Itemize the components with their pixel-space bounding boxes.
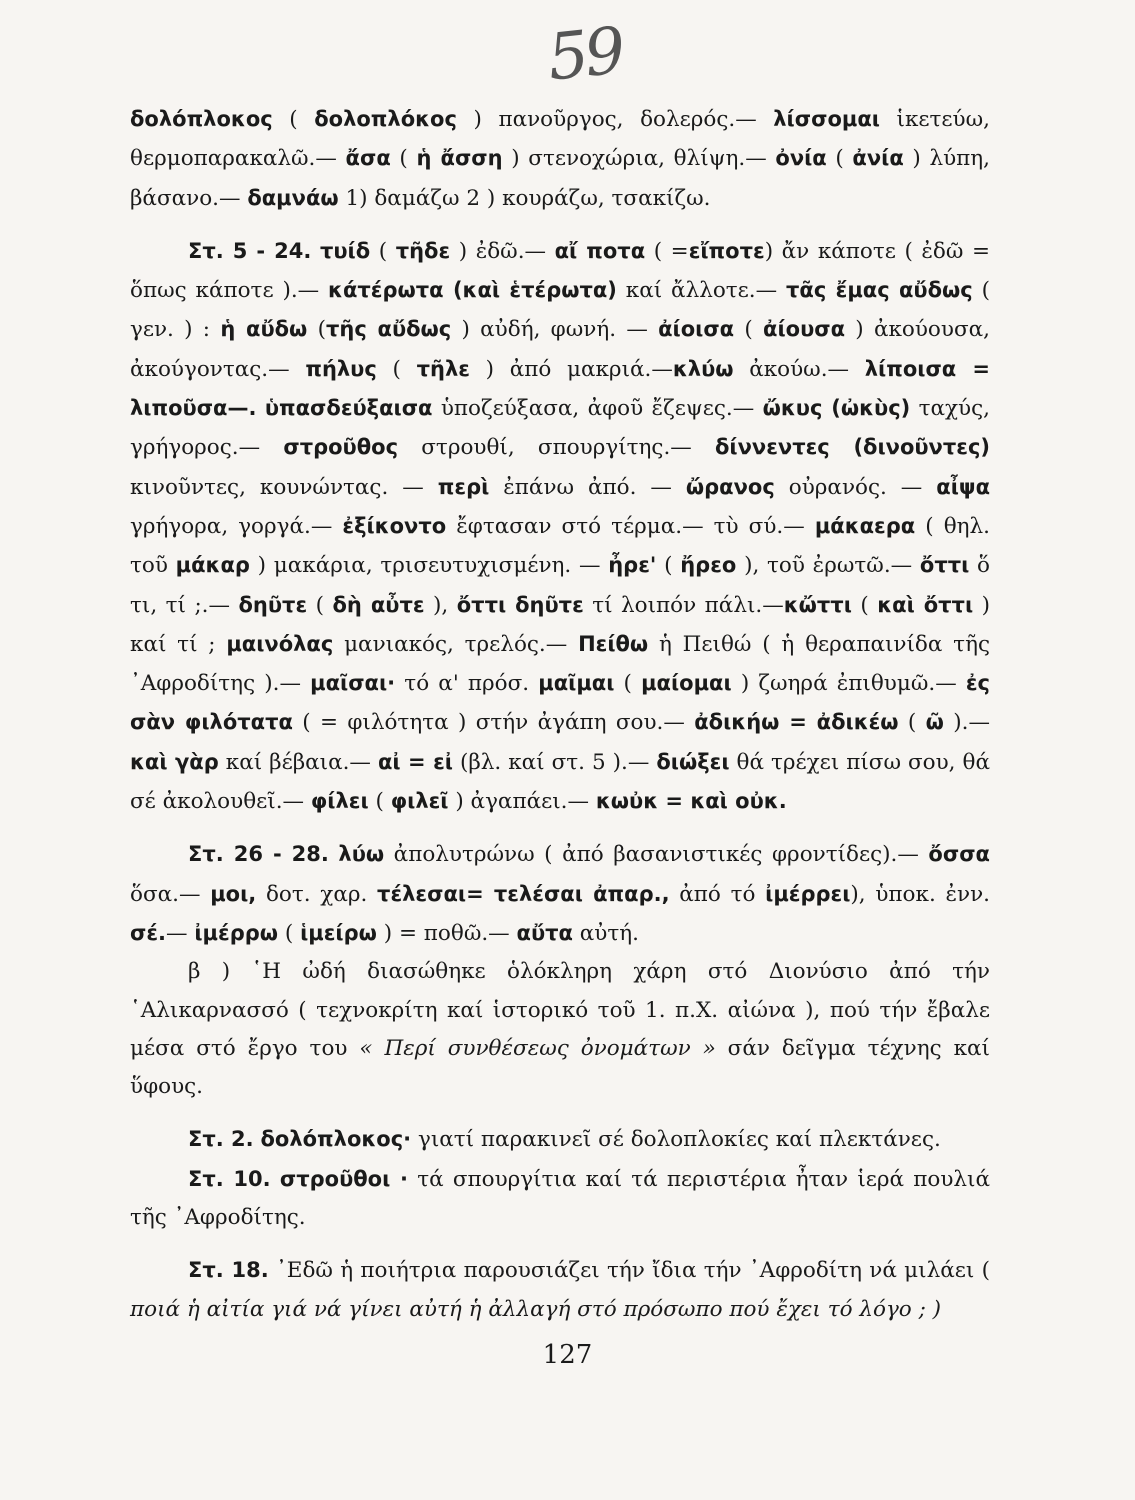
bold-term: ὑπασδεύξαισα xyxy=(264,396,433,421)
text-run: ἐπάνω ἀπό. — xyxy=(489,474,686,500)
bold-term: ἐς σὰν φιλότατα xyxy=(130,671,990,735)
text-run: ) = ποθῶ.— xyxy=(376,920,517,946)
bold-term: αἰ = εἰ xyxy=(377,749,453,774)
bold-term: λύω xyxy=(338,842,385,867)
bold-term: κάτέρωτα (καὶ ἑτέρωτα) xyxy=(328,278,617,303)
bold-term: μαῖσαι· xyxy=(310,671,396,696)
bold-term: μαινόλας xyxy=(226,631,334,656)
bold-term: τυίδ xyxy=(319,238,371,263)
bold-term: ὤκυς (ὠκὺς) xyxy=(762,396,911,421)
bold-term: στροῦθοι · xyxy=(279,1166,408,1191)
bold-term: δολοπλόκος xyxy=(314,107,457,131)
bold-term: καὶ γὰρ xyxy=(130,749,219,774)
text-run: ( xyxy=(390,146,417,172)
text-run: γιατί παρακινεῖ σέ δολοπλοκίες καί πλεκτάνες. xyxy=(411,1127,941,1153)
text-run: ( xyxy=(734,317,764,343)
bold-term: καὶ ὄττι xyxy=(877,592,974,617)
bold-term: Στ. 26 - 28. xyxy=(188,842,329,867)
text-run: — xyxy=(166,920,195,946)
text-run: ( xyxy=(370,238,396,264)
bold-term: ῶ xyxy=(925,710,944,735)
text-run: ταχύς, γρήγορος.— xyxy=(130,396,990,461)
text-run: ) ζωηρά ἐπιθυμῶ.— xyxy=(731,671,966,697)
bold-term: ὤρανος xyxy=(685,474,775,499)
bold-term: ὄττι xyxy=(919,553,970,578)
bold-term: Στ. 10. xyxy=(188,1166,271,1191)
bold-term: τῆς αὔδως xyxy=(325,317,452,342)
bold-term: ἡ αὔδω xyxy=(220,317,308,342)
text-run: ) πανοῦργος, δολερός.— xyxy=(456,107,774,132)
bold-term: Στ. 2. xyxy=(188,1127,254,1152)
text-run: ὅ τι, τί ;.— xyxy=(130,553,990,618)
bold-term: κωὐκ = καὶ οὐκ. xyxy=(595,789,787,814)
paragraph-p5 xyxy=(130,1120,990,1159)
bold-term: δὴ αὖτε xyxy=(332,592,425,617)
text-run: γρήγορα, γοργά.— xyxy=(130,513,343,539)
bold-term: ἱμείρω xyxy=(300,920,377,945)
text-run: στρουθί, σπουργίτης.— xyxy=(398,435,715,461)
paragraph-p4 xyxy=(130,953,990,1106)
text-run: θά τρέχει πίσω σου, θά σέ ἀκολουθεῖ.— xyxy=(130,749,990,815)
bold-term: δολόπλοκος· xyxy=(260,1127,412,1152)
text-run: ) ἀγαπάει.— xyxy=(448,789,596,815)
text-run: 1) δαμάζω 2 ) κουράζω, τσακίζω. xyxy=(338,185,711,211)
bold-term: μάκαρ xyxy=(175,553,250,578)
text-run: ) μακάρια, τρισευτυχισμένη. — xyxy=(249,553,609,579)
text-run: ), ὑποκ. ἐνν. xyxy=(850,881,991,907)
bold-term: ἦρε' xyxy=(608,553,657,578)
bold-term: πήλυς xyxy=(305,356,377,381)
text-run: ἡ Πειθώ ( ἡ θεραπαινίδα τῆς ᾿Αφροδίτης ).— xyxy=(130,631,990,697)
bold-term: ὄσσα xyxy=(928,842,990,867)
text-run: τί λοιπόν πάλι.— xyxy=(583,592,784,618)
bold-term: ἀδικήω = ἀδικέω xyxy=(694,710,899,735)
text-run: ) ἀκούουσα, ἀκούγοντας.— xyxy=(130,317,990,382)
bold-term: σέ. xyxy=(130,920,167,945)
bold-term: Στ. 5 - 24. xyxy=(188,238,312,263)
handwritten-page-mark: 59 xyxy=(544,14,626,96)
bold-term: εἴποτε xyxy=(688,238,765,263)
text-run: ( θηλ. τοῦ xyxy=(130,513,990,579)
text-run: ) ἄν κάποτε ( ἐδῶ = ὅπως κάποτε ).— xyxy=(130,238,990,304)
text-run: ).— xyxy=(943,710,991,736)
text-run: αὐτή. xyxy=(572,920,639,946)
bold-term: δίννεντες (δινοῦντες) xyxy=(715,435,990,460)
bold-term: φιλεῖ xyxy=(390,789,449,814)
text-run xyxy=(271,1167,280,1192)
text-run: δοτ. χαρ. xyxy=(256,881,378,907)
text-run xyxy=(329,842,339,867)
bold-term: τῆδε xyxy=(395,238,451,263)
text-run: ), xyxy=(424,592,457,618)
bold-term: λίποισα = λιποῦσα—. xyxy=(130,356,990,421)
text-run: ( xyxy=(307,592,333,618)
text-run: ᾿Εδῶ ἡ ποιήτρια παρουσιάζει τήν ἴδια τήν ᾿Αφροδίτη νά μιλάει ( xyxy=(268,1258,990,1284)
bold-term: μοι, xyxy=(210,881,257,906)
bold-term: Στ. 18. xyxy=(188,1258,269,1283)
text-run xyxy=(256,396,264,421)
bold-term: τᾶς ἔμας αὔδως xyxy=(786,278,973,303)
text-run: ( γεν. ) : xyxy=(130,278,991,343)
bold-term: αἴ ποτα xyxy=(554,238,646,263)
bold-term: ἰμέρρει xyxy=(765,881,851,906)
bold-term: ὀνία xyxy=(775,146,827,171)
text-run: τό α' πρόσ. xyxy=(395,671,539,697)
text-run: ( xyxy=(851,592,878,618)
text-run: ἔφτασαν στό τέρμα.— τὺ σύ.— xyxy=(446,513,815,539)
bold-term: τέλεσαι= τελέσαι ἀπαρ., xyxy=(377,881,670,906)
bold-term: κὤττι xyxy=(783,592,852,617)
bold-term: ἀίουσα xyxy=(763,317,846,342)
bold-term: δολόπλοκος xyxy=(130,107,273,131)
text-run: ( xyxy=(614,671,642,697)
bold-term: μάκαερα xyxy=(814,513,916,538)
bold-term: ἀνία xyxy=(852,146,904,171)
text-run: ἀπό τό xyxy=(669,881,766,907)
paragraph-p2 xyxy=(130,232,990,821)
text-run: ) αὐδή, φωνή. — xyxy=(451,317,659,343)
text-run: ), τοῦ ἐρωτῶ.— xyxy=(736,553,920,579)
text-run: καί ἄλλοτε.— xyxy=(616,278,787,304)
bold-term: τῆλε xyxy=(416,356,470,381)
bold-term: ὄττι δηῦτε xyxy=(456,592,584,617)
text-run: ( xyxy=(376,356,417,382)
bold-term: ἄσα xyxy=(345,146,391,171)
bold-term: περὶ xyxy=(437,474,490,499)
text-run: ἀκούω.— xyxy=(733,356,865,382)
document-body xyxy=(130,100,990,1329)
bold-term: δαμνάω xyxy=(247,185,339,210)
text-run: καί βέβαια.— xyxy=(218,749,378,775)
text-run: ) ἀπό μακριά.— xyxy=(469,356,673,382)
text-run: ) στενοχώρια, θλίψη.— xyxy=(502,146,776,172)
bold-term: ἀίοισα xyxy=(658,317,735,342)
text-run: ( = xyxy=(645,238,689,264)
text-run: ( xyxy=(272,107,315,132)
text-run: ) ἐδῶ.— xyxy=(450,238,555,264)
text-run: κινοῦντες, κουνώντας. — xyxy=(130,474,438,500)
bold-term: μαῖμαι xyxy=(538,671,615,696)
text-run: οὐρανός. — xyxy=(774,474,937,500)
bold-term: λίσσομαι xyxy=(773,107,880,131)
paragraph-p6 xyxy=(130,1160,990,1238)
text-run: β ) ῾Η ὠδή διασώθηκε ὁλόκληρη χάρη στό Διονύσιο ἀπό τήν ῾Αλικαρνασσό ( τεχνοκρίτη καί ἱστορικό τοῦ 1. π.Χ. αἰώνα ), πού τήν ἔβαλε μέσα στό ἔργο του xyxy=(130,959,990,1061)
bold-term: κλύω xyxy=(672,356,734,381)
bold-term: ἤρεο xyxy=(680,553,737,578)
text-run: ( xyxy=(898,710,926,736)
paragraph-p1 xyxy=(130,100,990,218)
text-run: ( xyxy=(826,146,853,172)
text-run: ὅσα.— xyxy=(130,881,211,907)
paragraph-p7 xyxy=(130,1251,990,1329)
bold-term: μαίομαι xyxy=(641,671,732,696)
text-run: ἱκετεύω, θερμοπαρακαλῶ.— xyxy=(130,107,990,172)
text-run xyxy=(311,239,320,264)
text-run: ( xyxy=(368,789,391,815)
text-run: μανιακός, τρελός.— xyxy=(333,631,579,657)
bold-term: στροῦθος xyxy=(283,435,399,460)
text-run: ( xyxy=(307,317,326,343)
paragraph-p3 xyxy=(130,835,990,953)
text-run: σάν δεῖγμα τέχνης καί ὕφους. xyxy=(130,1035,990,1100)
italic-text: « Περί συνθέσεως ὀνομάτων » xyxy=(359,1035,716,1061)
text-run: ( = φιλότητα ) στήν ἀγάπη σου.— xyxy=(292,710,695,736)
text-run: ( xyxy=(656,553,681,579)
bold-term: αὔτα xyxy=(516,920,573,945)
bold-term: φίλει xyxy=(310,789,369,814)
page-number: 127 xyxy=(542,1340,593,1370)
text-run: (βλ. καί στ. 5 ).— xyxy=(452,749,657,775)
text-run: ) λύπη, βάσανο.— xyxy=(130,146,990,211)
bold-term: δηῦτε xyxy=(238,592,308,617)
text-run: ὑποζεύξασα, ἀφοῦ ἔζεψες.— xyxy=(432,396,763,422)
text-run: ἀπολυτρώνω ( ἀπό βασανιστικές φροντίδες).— xyxy=(384,842,929,868)
text-run: ) καί τί ; xyxy=(130,592,991,657)
bold-term: διώξει xyxy=(656,749,730,774)
italic-text: ποιά ἡ αἰτία γιά νά γίνει αὐτή ἡ ἀλλαγή στό πρόσωπο πού ἔχει τό λόγο ; ) xyxy=(130,1296,942,1322)
bold-term: ἰμέρρω xyxy=(194,920,279,945)
bold-term: ἡ ἄσση xyxy=(416,146,503,171)
bold-term: Πείθω xyxy=(578,631,649,656)
text-run: τά σπουργίτια καί τά περιστέρια ἦταν ἱερά πουλιά τῆς ᾿Αφροδίτης. xyxy=(130,1166,990,1231)
text-run: ( xyxy=(278,920,301,946)
bold-term: αἶψα xyxy=(936,474,990,499)
bold-term: ἐξίκοντο xyxy=(342,513,447,538)
